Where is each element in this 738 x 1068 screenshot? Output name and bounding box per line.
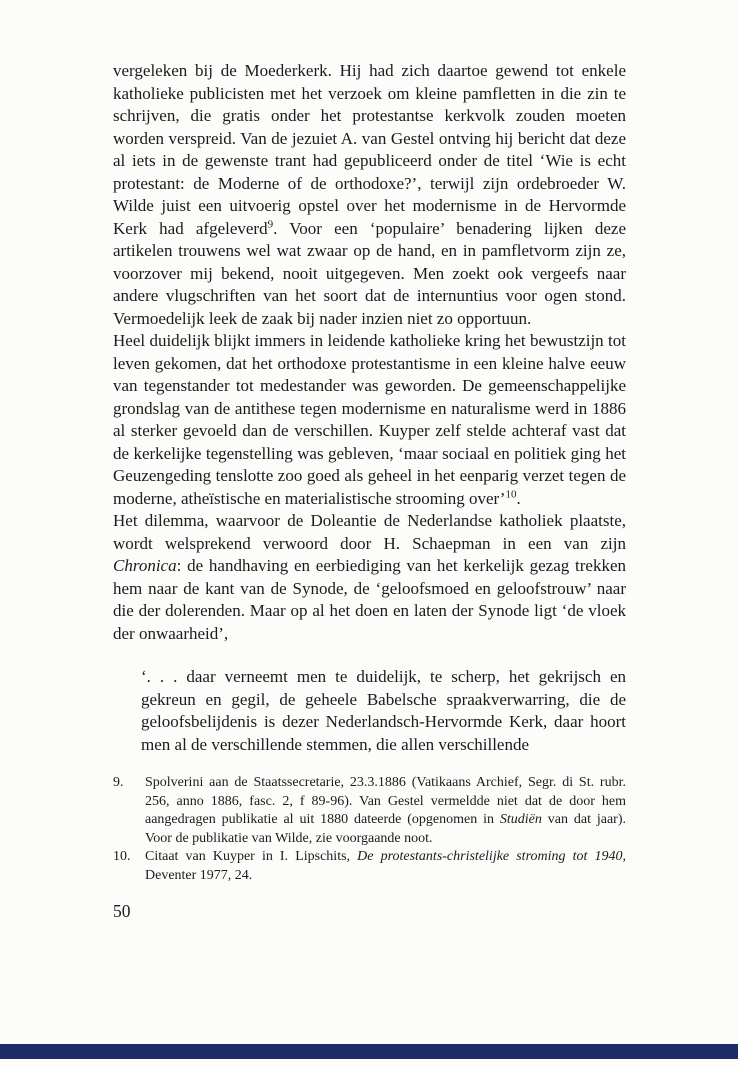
footnote-10-text (145, 848, 626, 885)
footnote-10-number: 10. (113, 849, 131, 864)
paragraph-1-text: vergeleken bij de Moederkerk. Hij had zich daartoe gewend tot enkele katholieke publicisten met het verzoek om kleine pamfletten in die zin te schrijven, die gratis onder het protestantse kerkvolk zouden moeten worden verspreid. Van de jezuiet A. van Gestel ontving hij bericht dat deze al iets in de gewenste trant had gepubliceerd onder de titel ‘Wie is echt protestant: de Moderne of de orthodoxe?’, terwijl zijn ordebroeder W. Wilde juist een uitvoerig opstel over het modernisme in de Hervormde Kerk had afgeleverd (113, 61, 626, 238)
book-title-lipschits: De protestants-christelijke stroming tot 1940, (357, 849, 626, 864)
footnotes-section (113, 774, 626, 885)
bottom-bar (0, 1044, 738, 1059)
paragraph-2-text: Heel duidelijk blijkt immers in leidende katholieke kring het bewustzijn tot leven gekomen, dat het orthodoxe protestantisme in een kleine halve eeuw van tegenstander tot medestander was geworden. De gemeenschappelijke grondslag van de antithese tegen modernisme en naturalisme werd in 1886 al sterker gevoeld dan de verschillen. Kuyper zelf stelde achteraf vast dat de kerkelijke tegenstelling was gebleven, ‘maar sociaal en politiek ging het Geuzengeding tenslotte zoo goed als geheel in het eenparig verzet tegen de moderne, atheïstische en materialistische strooming over’ (113, 331, 626, 508)
journal-title-studien: Studiën (499, 812, 542, 827)
block-quote: ‘. . . daar verneemt men te duidelijk, te scherp, het gekrijsch en gekreun en gegil, de geheele Babelsche spraakverwarring, die de geloofsbelijdenis is dezer Nederlandsch-Hervormde Kerk, daar hoort men al de verschillende stemmen, die allen verschillende (141, 667, 626, 754)
footnote-10 (113, 848, 626, 885)
footnote-9-text-part2: van dat jaar). Voor de publikatie van Wilde, zie voorgaande noot. (145, 812, 626, 846)
paragraph-2 (113, 330, 626, 510)
paragraph-2-text-continued: . (516, 488, 521, 508)
text-block (113, 60, 626, 922)
paragraph-3-text-continued: : de handhaving en eerbiediging van het kerkelijk gezag trekken hem naar de kant van de Synode, de ‘geloofsmoed en geloofstrouw’ naar die der dolerenden. Maar op al het doen en laten der Synode ligt ‘de vloek der onwaarheid’, (113, 556, 626, 643)
footnote-9-text (145, 774, 626, 848)
book-title-chronica: Chronica (113, 556, 177, 575)
footnote-10-text-part2: Deventer 1977, 24. (145, 867, 253, 883)
paragraph-3-text: Het dilemma, waarvoor de Doleantie de Nederlandse katholiek plaatste, wordt welsprekend verwoord door H. Schaepman in een van zijn (113, 511, 626, 553)
footnote-ref-10: 10 (505, 487, 517, 500)
footnote-ref-9: 9 (267, 217, 274, 230)
footnote-9 (113, 774, 626, 848)
footnote-9-text-part1: Spolverini aan de Staatssecretarie, 23.3.1886 (Vatikaans Archief, Segr. di St. rubr. 256, anno 1886, fasc. 2, f 89-96). Van Gestel vermeldde niet dat de door hem aangedragen publikatie al uit 1880 dateerde (opgenomen in (145, 775, 626, 827)
paragraph-3 (113, 510, 626, 645)
footnote-9-number: 9. (113, 775, 124, 790)
paragraph-1 (113, 60, 626, 330)
footnote-10-text-part1: Citaat van Kuyper in I. Lipschits, (145, 849, 358, 864)
page-number: 50 (113, 901, 131, 921)
paragraph-1-text-continued: . Voor een ‘populaire’ benadering lijken deze artikelen trouwens wel wat zwaar op de hand, en in pamfletvorm zijn ze, voorzover mij bekend, nooit uitgegeven. Men zoekt ook vergeefs naar andere vlugschriften van het soort dat de internuntius voor ogen stond. Vermoedelijk leek de zaak bij nader inzien niet zo opportuun. (113, 218, 626, 328)
